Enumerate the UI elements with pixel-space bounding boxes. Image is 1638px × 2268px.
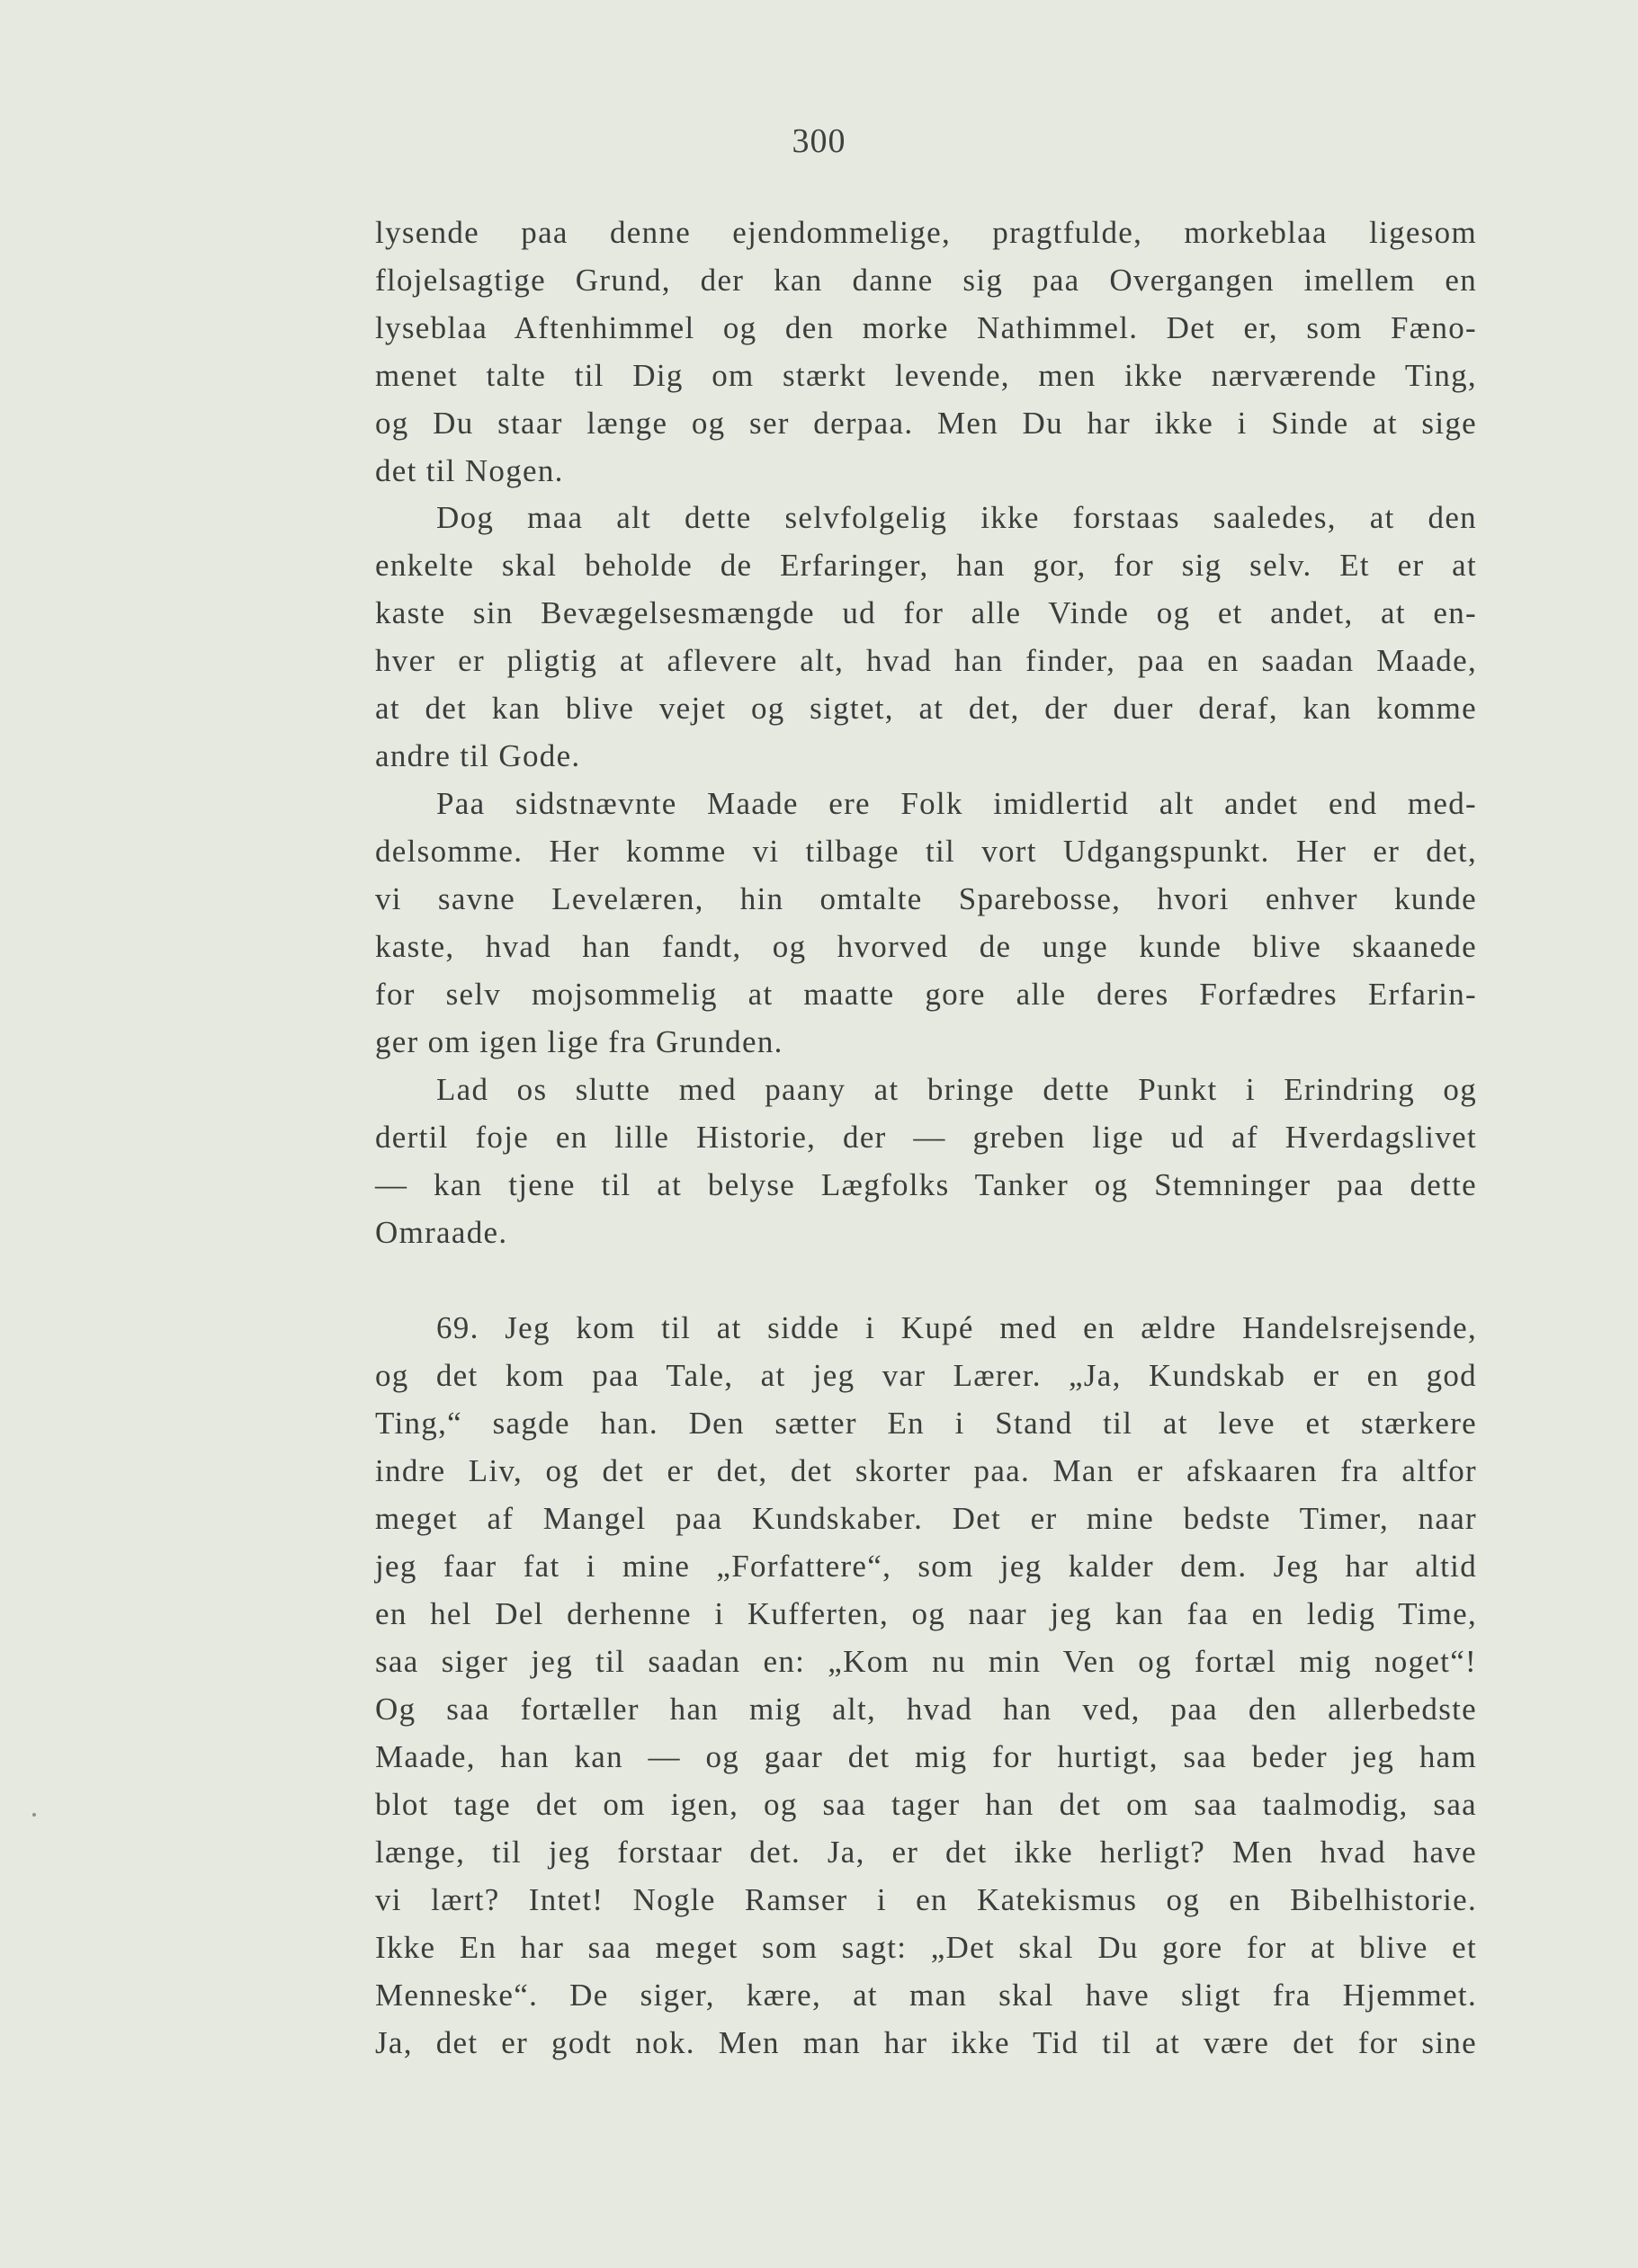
text-line: 69. Jeg kom til at sidde i Kupé med en ældre Handelsrejsende,	[436, 1310, 1477, 1345]
text-line: Ikke En har saa meget som sagt: „Det skal Du gore for at blive et	[375, 1930, 1477, 1965]
text-line: kaste, hvad han fandt, og hvorved de unge kunde blive skaanede	[375, 929, 1477, 964]
text-line: Menneske“. De siger, kære, at man skal have sligt fra Hjemmet.	[375, 1978, 1477, 2013]
text-line: kaste sin Bevægelsesmængde ud for alle Vinde og et andet, at en-	[375, 595, 1477, 630]
text-line: vi lært? Intet! Nogle Ramser i en Katekismus og en Bibelhistorie.	[375, 1882, 1477, 1917]
text-line: Dog maa alt dette selvfolgelig ikke forstaas saaledes, at den	[436, 500, 1477, 535]
text-line: enkelte skal beholde de Erfaringer, han gor, for sig selv. Et er at	[375, 548, 1477, 583]
text-line: hver er pligtig at aflevere alt, hvad han finder, paa en saadan Maade,	[375, 643, 1477, 678]
text-line: det til Nogen.	[375, 453, 564, 488]
text-line: Ting,“ sagde han. Den sætter En i Stand til at leve et stærkere	[375, 1406, 1477, 1441]
paragraph-2	[375, 494, 1477, 780]
text-line: jeg faar fat i mine „Forfattere“, som jeg kalder dem. Jeg har altid	[375, 1549, 1477, 1584]
scan-speck	[32, 1813, 36, 1817]
paragraph-4	[375, 1066, 1477, 1256]
text-line: lysende paa denne ejendommelige, pragtfulde, morkeblaa ligesom	[375, 215, 1477, 250]
text-line: dertil foje en lille Historie, der — greben lige ud af Hverdagslivet	[375, 1120, 1477, 1155]
text-line: — kan tjene til at belyse Lægfolks Tanker og Stemninger paa dette	[375, 1167, 1477, 1202]
text-line: lyseblaa Aftenhimmel og den morke Nathimmel. Det er, som Fæno-	[375, 310, 1477, 345]
text-line: menet talte til Dig om stærkt levende, men ikke nærværende Ting,	[375, 358, 1477, 393]
text-line: en hel Del derhenne i Kufferten, og naar jeg kan faa en ledig Time,	[375, 1596, 1477, 1631]
section-69	[375, 1304, 1477, 2067]
text-line: og det kom paa Tale, at jeg var Lærer. „Ja, Kundskab er en god	[375, 1358, 1477, 1393]
text-line: blot tage det om igen, og saa tager han det om saa taalmodig, saa	[375, 1787, 1477, 1822]
text-line: andre til Gode.	[375, 738, 581, 773]
text-line: indre Liv, og det er det, det skorter paa. Man er afskaaren fra altfor	[375, 1453, 1477, 1488]
page-number: 300	[792, 122, 846, 160]
text-line: længe, til jeg forstaar det. Ja, er det ikke herligt? Men hvad have	[375, 1835, 1477, 1870]
text-line: Paa sidstnævnte Maade ere Folk imidlertid alt andet end med-	[436, 786, 1477, 821]
text-line: for selv mojsommelig at maatte gore alle deres Forfædres Erfarin-	[375, 977, 1477, 1012]
text-line: ger om igen lige fra Grunden.	[375, 1024, 783, 1059]
text-line: meget af Mangel paa Kundskaber. Det er mine bedste Timer, naar	[375, 1501, 1477, 1536]
text-line: Og saa fortæller han mig alt, hvad han ved, paa den allerbedste	[375, 1692, 1477, 1727]
text-line: Maade, han kan — og gaar det mig for hurtigt, saa beder jeg ham	[375, 1739, 1477, 1774]
text-line: delsomme. Her komme vi tilbage til vort Udgangspunkt. Her er det,	[375, 834, 1477, 869]
text-line: og Du staar længe og ser derpaa. Men Du har ikke i Sinde at sige	[375, 406, 1477, 441]
text-line: vi savne Levelæren, hin omtalte Sparebosse, hvori enhver kunde	[375, 881, 1477, 916]
text-line: flojelsagtige Grund, der kan danne sig paa Overgangen imellem en	[375, 263, 1477, 298]
text-line: at det kan blive vejet og sigtet, at det, der duer deraf, kan komme	[375, 691, 1477, 726]
text-line: Ja, det er godt nok. Men man har ikke Tid til at være det for sine	[375, 2025, 1477, 2060]
text-line: Lad os slutte med paany at bringe dette Punkt i Erindring og	[436, 1072, 1477, 1107]
paragraph-1	[375, 209, 1477, 495]
text-line: Omraade.	[375, 1215, 508, 1250]
paragraph-3	[375, 780, 1477, 1066]
text-line: saa siger jeg til saadan en: „Kom nu min Ven og fortæl mig noget“!	[375, 1644, 1477, 1679]
